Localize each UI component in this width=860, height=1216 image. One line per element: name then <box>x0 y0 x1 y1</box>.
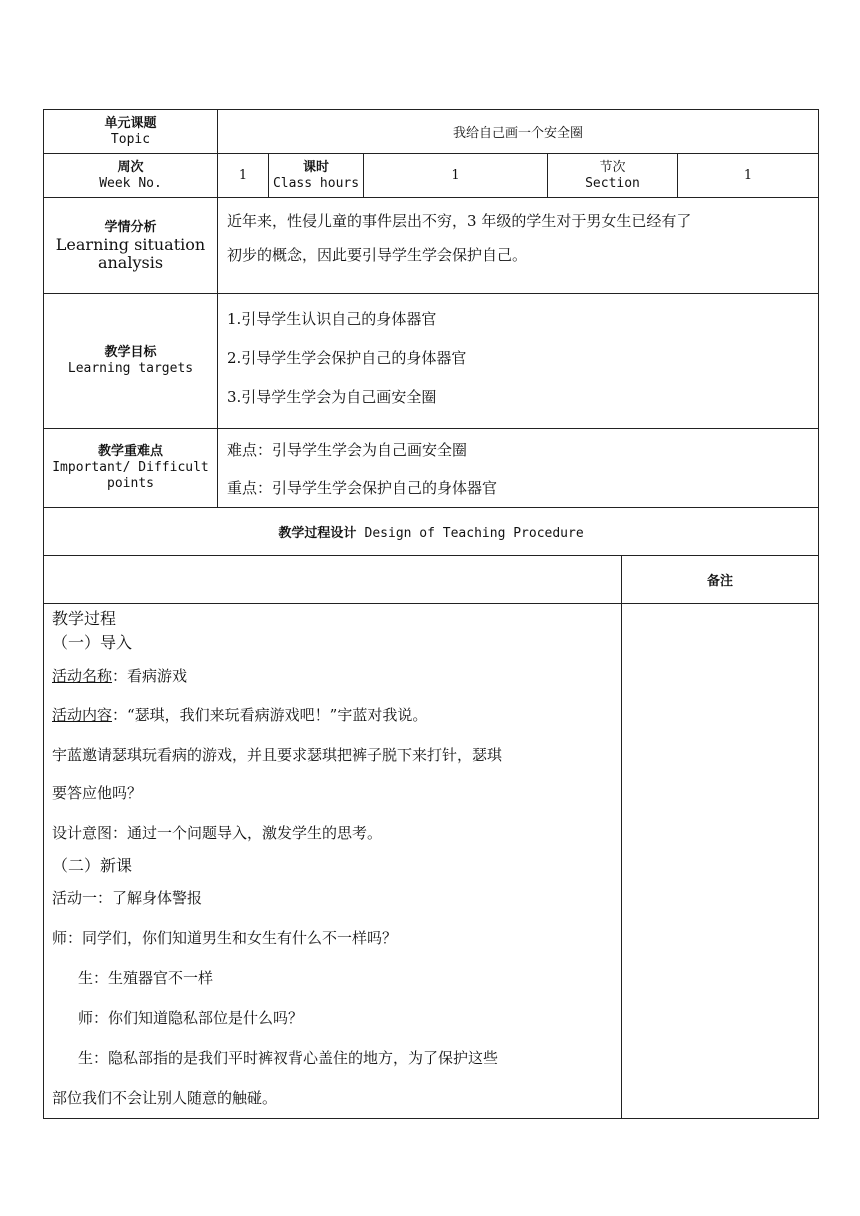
para1-line1: 宇蓝邀请瑟琪玩看病的游戏，并且要求瑟琪把裤子脱下来打针，瑟琪 <box>52 746 503 764</box>
activity-content-line <box>52 694 615 736</box>
targets-label-en: Learning targets <box>67 361 194 376</box>
procedure-title-row <box>44 508 819 556</box>
teacher-line-1: 师：同学们，你们知道男生和女生有什么不一样吗？ <box>52 929 398 947</box>
learning-situation-label-en: Learning situation analysis <box>55 234 206 272</box>
para1-line2: 要答应他吗？ <box>52 784 143 802</box>
activity-name-line <box>52 658 615 694</box>
section-label-zh: 节次 <box>599 159 626 175</box>
topic-label-cell <box>44 110 218 154</box>
topic-label-en: Topic <box>110 131 151 147</box>
notes-header-row <box>44 556 819 604</box>
topic-row <box>44 110 819 154</box>
class-hours-label-en: Class hours <box>272 175 360 191</box>
points-label-en-1: Important/ Difficult <box>52 460 209 475</box>
week-label-cell <box>44 154 218 198</box>
procedure-heading: 教学过程 <box>52 609 117 628</box>
lesson-plan-table <box>43 109 819 1119</box>
targets-label-cell <box>44 294 218 429</box>
student-line-2a: 生：隐私部指的是我们平时裤衩背心盖住的地方，为了保护这些 <box>78 1049 499 1067</box>
class-hours-label-cell <box>269 154 364 198</box>
student-line-2b: 部位我们不会让别人随意的触碰。 <box>52 1089 278 1107</box>
week-label-en: Week No. <box>99 175 162 191</box>
learning-situation-line-2: 初步的概念，因此要引导学生学会保护自己。 <box>227 246 528 264</box>
learning-situation-label-zh: 学情分析 <box>104 219 157 235</box>
points-row <box>44 429 819 508</box>
design-intent: 设计意图：通过一个问题导入，激发学生的思考。 <box>52 824 383 842</box>
important-point: 重点：引导学生学会保护自己的身体器官 <box>227 479 498 497</box>
targets-label-zh: 教学目标 <box>104 345 157 360</box>
target-item-1: 1.引导学生认识自己的身体器官 <box>227 310 437 328</box>
points-content <box>218 429 819 508</box>
class-hours-label-zh: 课时 <box>302 159 329 175</box>
week-value: 1 <box>218 154 269 198</box>
week-row <box>44 154 819 198</box>
notes-content <box>622 604 819 1119</box>
targets-content <box>218 294 819 429</box>
target-item-3: 3.引导学生学会为自己画安全圈 <box>227 388 437 406</box>
section-label-cell <box>548 154 678 198</box>
topic-label-zh: 单元课题 <box>104 115 157 131</box>
points-label-cell <box>44 429 218 508</box>
learning-situation-row <box>44 198 819 294</box>
teacher-line-2: 师：你们知道隐私部位是什么吗？ <box>78 1009 304 1027</box>
procedure-header-blank <box>44 556 622 604</box>
week-label-zh: 周次 <box>117 159 144 175</box>
notes-header: 备注 <box>622 556 819 604</box>
difficult-point: 难点：引导学生学会为自己画安全圈 <box>227 441 468 459</box>
procedure-title-zh: 教学过程设计 <box>278 526 357 541</box>
section-value: 1 <box>678 154 819 198</box>
activity-content-label: 活动内容 <box>52 706 113 724</box>
procedure-part1: （一）导入 <box>52 633 133 652</box>
activity-content: ：“瑟琪，我们来玩看病游戏吧！”宇蓝对我说。 <box>112 706 428 724</box>
targets-row <box>44 294 819 429</box>
section-label-en: Section <box>585 175 640 191</box>
procedure-part2: （二）新课 <box>52 856 133 875</box>
activity-name-label: 活动名称 <box>52 667 113 685</box>
topic-value: 我给自己画一个安全圈 <box>218 110 819 154</box>
procedure-title <box>44 508 819 556</box>
activity-name: ：看病游戏 <box>112 667 188 685</box>
procedure-content <box>44 604 622 1119</box>
procedure-body-row <box>44 604 819 1119</box>
learning-situation-content <box>218 198 819 294</box>
student-line-1: 生：生殖器官不一样 <box>78 969 214 987</box>
procedure-title-en: Design of Teaching Procedure <box>364 526 584 541</box>
learning-situation-label-cell <box>44 198 218 294</box>
learning-situation-line-1: 近年来，性侵儿童的事件层出不穷，3 年级的学生对于男女生已经有了 <box>227 212 692 230</box>
activity1: 活动一：了解身体警报 <box>52 889 203 907</box>
points-label-zh: 教学重难点 <box>97 444 163 459</box>
target-item-2: 2.引导学生学会保护自己的身体器官 <box>227 349 467 367</box>
points-label-en-2: points <box>107 476 154 491</box>
class-hours-value: 1 <box>364 154 548 198</box>
